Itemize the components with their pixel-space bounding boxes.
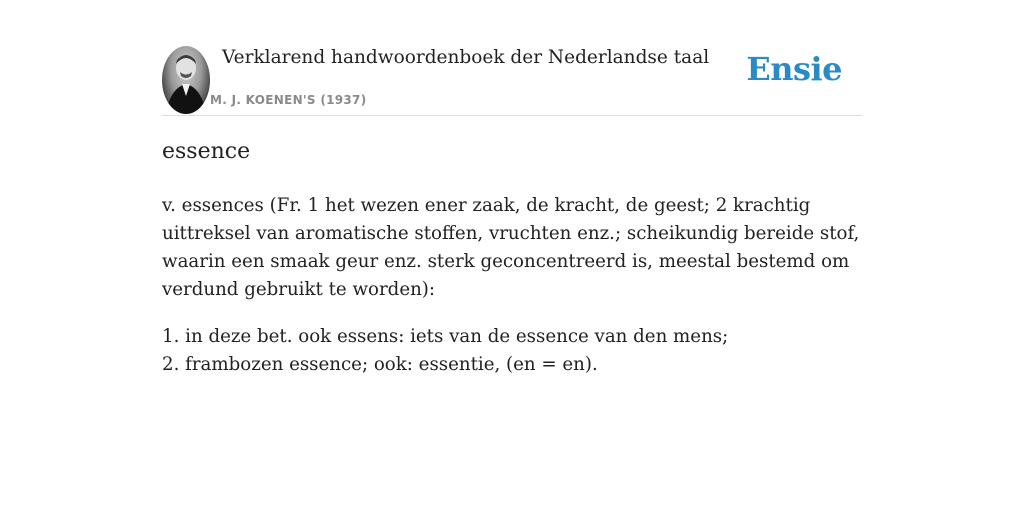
entry-definition: v. essences (Fr. 1 het wezen ener zaak, de kracht, de geest; 2 krachtig uittreksel van aromatische stoffen, vruchten enz.; scheikundig bereide stof, waarin een smaak geur enz. sterk geconcentreerd is, meestal bestemd om verdund gebruikt te worden):	[162, 195, 860, 300]
author-portrait-icon	[162, 46, 210, 114]
dictionary-author: M. J. KOENEN'S (1937)	[210, 93, 367, 107]
entry-headword: essence	[162, 139, 251, 164]
ensie-logo-link[interactable]: Ensie	[746, 50, 842, 88]
sense-list	[162, 323, 862, 379]
dictionary-header	[162, 46, 862, 116]
sense-item: 1. in deze bet. ook essens: iets van de essence van den mens;	[162, 326, 729, 347]
dictionary-title[interactable]: Verklarend handwoordenboek der Nederlandse taal	[222, 47, 710, 68]
sense-item: 2. frambozen essence; ook: essentie, (en = en).	[162, 354, 598, 375]
